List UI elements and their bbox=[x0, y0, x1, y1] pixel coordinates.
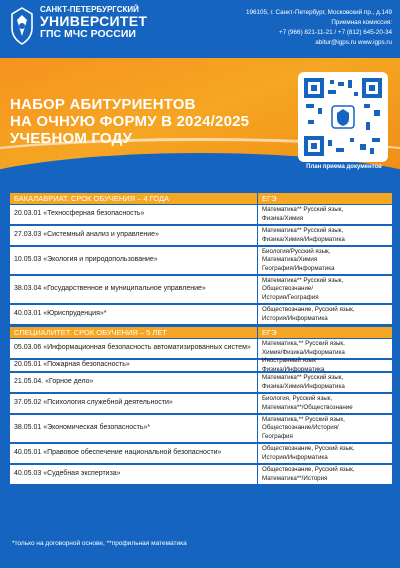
table-row bbox=[10, 305, 392, 324]
qr-code-icon bbox=[304, 78, 382, 156]
table-row bbox=[10, 205, 392, 224]
program-name: 20.03.01 «Техносферная безопасность» bbox=[14, 210, 145, 218]
program-cell bbox=[10, 394, 257, 413]
university-name-line1: САНКТ-ПЕТЕРБУРГСКИЙ bbox=[40, 5, 139, 14]
exam-line: Математика** Русский язык, bbox=[262, 227, 344, 235]
program-name: 20.05.01 «Пожарная безопасность» bbox=[14, 361, 130, 369]
exams-cell bbox=[258, 444, 392, 463]
program-name: 27.03.03 «Системный анализ и управление» bbox=[14, 231, 159, 239]
program-cell bbox=[10, 305, 257, 324]
exam-line: Обществознание/История/ bbox=[262, 424, 339, 432]
title-line1: НАБОР АБИТУРИЕНТОВ bbox=[10, 96, 196, 113]
university-name-line2: УНИВЕРСИТЕТ bbox=[40, 13, 148, 30]
exam-line: Математика**/Обществознание bbox=[262, 403, 353, 411]
exam-line: Обществознание/ bbox=[262, 285, 314, 293]
exams-cell bbox=[258, 226, 392, 245]
exams-cell bbox=[258, 415, 392, 442]
address-text: 196105, г. Санкт-Петербург, Московский пр., д.149 bbox=[246, 9, 392, 16]
exam-line: Математика,** Русский язык, bbox=[262, 416, 345, 424]
exam-line: Физика/Химия/Информатика bbox=[262, 235, 345, 243]
specialist-rows bbox=[10, 339, 392, 484]
bachelor-exam-title: ЕГЭ bbox=[258, 193, 392, 204]
page-title bbox=[10, 96, 280, 147]
bachelor-section-header bbox=[10, 193, 392, 204]
table-row bbox=[10, 339, 392, 358]
exams-cell bbox=[258, 373, 392, 392]
table-row bbox=[10, 276, 392, 303]
table-row bbox=[10, 226, 392, 245]
table-row bbox=[10, 247, 392, 274]
bachelor-rows bbox=[10, 205, 392, 324]
program-cell bbox=[10, 226, 257, 245]
table-row bbox=[10, 444, 392, 463]
program-name: 37.05.02 «Психология служебной деятельности» bbox=[14, 399, 173, 407]
exams-cell bbox=[258, 247, 392, 274]
contacts-block bbox=[172, 8, 392, 48]
program-name: 38.03.04 «Государственное и муниципальное управление» bbox=[14, 285, 206, 293]
table-row bbox=[10, 415, 392, 442]
program-cell bbox=[10, 247, 257, 274]
exam-line: Математика,** Русский язык, bbox=[262, 340, 345, 348]
program-cell bbox=[10, 339, 257, 358]
exam-line: Биология, Русский язык, bbox=[262, 395, 333, 403]
exams-cell bbox=[258, 465, 392, 484]
exam-line: Химия/Физика/Информатика bbox=[262, 348, 345, 356]
exam-line: Физика/Информатика bbox=[262, 365, 325, 373]
bachelor-title: БАКАЛАВРИАТ. СРОК ОБУЧЕНИЯ – 4 ГОДА bbox=[10, 193, 257, 204]
program-cell bbox=[10, 444, 257, 463]
exams-cell bbox=[258, 305, 392, 324]
qr-code[interactable] bbox=[298, 72, 388, 162]
exams-cell bbox=[258, 339, 392, 358]
qr-caption: План приема документов bbox=[306, 164, 382, 170]
university-name bbox=[40, 6, 147, 40]
exams-cell bbox=[258, 357, 392, 373]
exam-line: Физика/Химия bbox=[262, 214, 304, 222]
exams-cell bbox=[258, 394, 392, 413]
exam-line: Математика** Русский язык, bbox=[262, 277, 344, 285]
commission-label: Приемная комиссия: bbox=[331, 19, 392, 26]
table-row bbox=[10, 394, 392, 413]
exam-line: Математика** Русский язык, bbox=[262, 374, 344, 382]
exam-line: Математика/Химия bbox=[262, 256, 318, 264]
program-name: 40.05.03 «Судебная экспертиза» bbox=[14, 470, 121, 478]
specialist-exam-title: ЕГЭ bbox=[258, 327, 392, 338]
program-name: 05.03.06 «Информационная безопасность автоматизированных систем» bbox=[14, 344, 251, 352]
exam-line: География bbox=[262, 432, 293, 440]
university-name-line3: ГПС МЧС РОССИИ bbox=[40, 28, 136, 41]
exam-line: История/Информатика bbox=[262, 453, 328, 461]
exam-line: История/Информатика bbox=[262, 314, 328, 322]
exam-line: Обществознание, Русский язык, bbox=[262, 306, 355, 314]
exam-line: История/География bbox=[262, 293, 319, 301]
exam-line: Обществознание, Русский язык, bbox=[262, 445, 355, 453]
exam-line: Биология/Русский язык, bbox=[262, 248, 331, 256]
exam-line: Обществознание, Русский язык, bbox=[262, 466, 355, 474]
program-name: 10.05.03 «Экология и природопользование» bbox=[14, 256, 158, 264]
phones-text: +7 (966) 821-11-21 / +7 (812) 645-20-34 bbox=[279, 29, 392, 36]
program-cell bbox=[10, 276, 257, 303]
program-cell bbox=[10, 360, 257, 371]
programs-table bbox=[10, 193, 392, 486]
exam-line: География/Информатика bbox=[262, 264, 335, 272]
table-row bbox=[10, 373, 392, 392]
title-line2: НА ОЧНУЮ ФОРМУ В 2024/2025 bbox=[10, 113, 250, 130]
specialist-title: СПЕЦИАЛИТЕТ. СРОК ОБУЧЕНИЯ – 5 ЛЕТ bbox=[10, 327, 257, 338]
exam-line: Физика/Химия/Информатика bbox=[262, 382, 345, 390]
exam-line: Математика**/История bbox=[262, 474, 328, 482]
exam-line: Математика** Русский язык, bbox=[262, 206, 344, 214]
university-emblem-icon bbox=[8, 6, 36, 46]
program-cell bbox=[10, 205, 257, 224]
program-cell bbox=[10, 415, 257, 442]
program-cell bbox=[10, 373, 257, 392]
program-cell bbox=[10, 465, 257, 484]
exam-line: Иностранный язык bbox=[262, 357, 316, 365]
program-name: 38.05.01 «Экономическая безопасность»* bbox=[14, 424, 151, 432]
web-link[interactable]: abitur@igps.ru www.igps.ru bbox=[315, 39, 392, 46]
exams-cell bbox=[258, 205, 392, 224]
exams-cell bbox=[258, 276, 392, 303]
table-row bbox=[10, 357, 392, 373]
program-name: 21.05.04. «Горное дело» bbox=[14, 378, 94, 386]
program-name: 40.03.01 «Юриспруденция»* bbox=[14, 310, 107, 318]
table-row bbox=[10, 465, 392, 484]
title-line3: УЧЕБНОМ ГОДУ bbox=[10, 130, 133, 147]
specialist-section-header bbox=[10, 327, 392, 338]
footnote: *только на договорной основе, **профильная математика bbox=[12, 540, 187, 547]
program-name: 40.05.01 «Правовое обеспечение национальной безопасности» bbox=[14, 449, 222, 457]
